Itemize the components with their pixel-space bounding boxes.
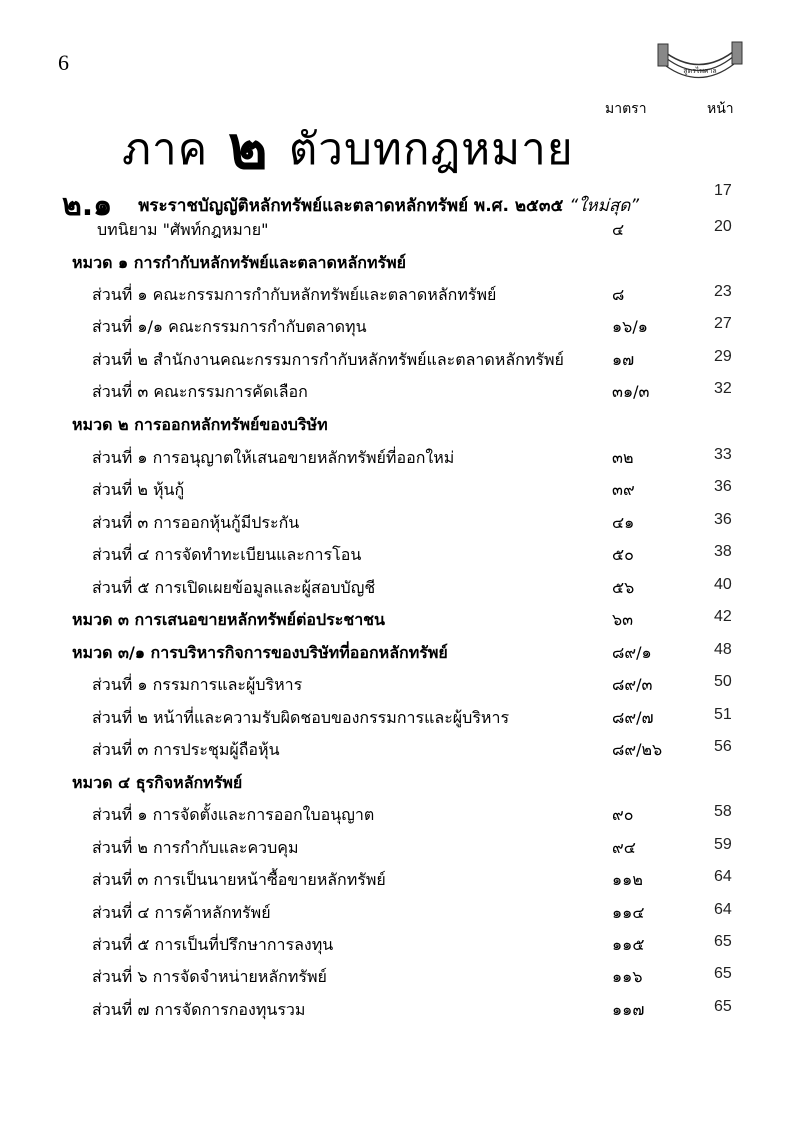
entry-section: ๓๑/๓: [612, 382, 650, 401]
toc-chapter-row[interactable]: [0, 771, 794, 801]
entry-page: 32: [714, 380, 732, 397]
entry-section: ๑๑๕: [612, 935, 645, 954]
entry-page: 40: [714, 576, 732, 593]
entry-page: 65: [714, 965, 732, 982]
entry-section: ๘๙/๒๖: [612, 740, 663, 759]
title-prefix: ภาค: [122, 124, 209, 175]
toc-part-row[interactable]: [0, 965, 794, 995]
entry-page: 65: [714, 998, 732, 1015]
publisher-logo-icon: [652, 40, 748, 82]
toc-part-row[interactable]: [0, 348, 794, 378]
toc-part-row[interactable]: [0, 283, 794, 313]
definitions-label: บทนิยาม "ศัพท์กฎหมาย": [97, 220, 269, 239]
toc-chapter-row[interactable]: [0, 608, 794, 638]
entry-label: ส่วนที่ ๔ การจัดทำทะเบียนและการโอน: [92, 545, 362, 564]
page-title: [122, 100, 574, 195]
entry-label: ส่วนที่ ๓ การประชุมผู้ถือหุ้น: [92, 740, 280, 759]
entry-label: หมวด ๑ การกำกับหลักทรัพย์และตลาดหลักทรัพย์: [72, 253, 407, 272]
toc-part-row[interactable]: [0, 673, 794, 703]
entry-section: ๑๖/๑: [612, 317, 648, 336]
column-header-page: หน้า: [707, 101, 734, 117]
entry-label: ส่วนที่ ๑ คณะกรรมการกำกับหลักทรัพย์และตลาดหลักทรัพย์: [92, 285, 497, 304]
entry-label: ส่วนที่ ๒ การกำกับและควบคุม: [92, 838, 299, 857]
entry-label: ส่วนที่ ๕ การเปิดเผยข้อมูลและผู้สอบบัญชี: [92, 578, 376, 597]
entry-page: 23: [714, 283, 732, 300]
entry-section: ๖๓: [612, 610, 634, 629]
entry-label: ส่วนที่ ๓ การออกหุ้นกู้มีประกัน: [92, 513, 300, 532]
act-number: ๒.๑: [62, 188, 113, 223]
toc-part-row[interactable]: [0, 511, 794, 541]
entry-label: ส่วนที่ ๒ หุ้นกู้: [92, 480, 185, 499]
entry-page: 38: [714, 543, 732, 560]
toc-part-row[interactable]: [0, 738, 794, 768]
entry-label: ส่วนที่ ๑ กรรมการและผู้บริหาร: [92, 675, 303, 694]
entry-section: ๑๗: [612, 350, 635, 369]
entry-section: ๓๙: [612, 480, 635, 499]
definitions-section: ๔: [612, 220, 625, 239]
entry-page: 59: [714, 836, 732, 853]
act-title: ๒.๑ พระราชบัญญัติหลักทรัพย์และตลาดหลักทรัพย์ พ.ศ. ๒๕๓๕ “ใหม่สุด”: [62, 188, 640, 223]
toc-part-row[interactable]: [0, 706, 794, 736]
entry-section: ๔๑: [612, 513, 635, 532]
entry-label: หมวด ๓ การเสนอขายหลักทรัพย์ต่อประชาชน: [72, 610, 385, 629]
toc-part-row[interactable]: [0, 315, 794, 345]
toc-part-row[interactable]: [0, 576, 794, 606]
toc-part-row[interactable]: [0, 380, 794, 410]
entry-page: 33: [714, 446, 732, 463]
toc-act-row[interactable]: [0, 182, 794, 223]
page-number: 6: [58, 50, 69, 75]
toc-part-row[interactable]: [0, 868, 794, 898]
entry-page: 65: [714, 933, 732, 950]
title-suffix: ตัวบทกฎหมาย: [288, 124, 574, 175]
entry-label: ส่วนที่ ๔ การค้าหลักทรัพย์: [92, 903, 271, 922]
entry-label: ส่วนที่ ๗ การจัดการกองทุนรวม: [92, 1000, 306, 1019]
entry-section: ๑๑๖: [612, 967, 643, 986]
entry-section: ๕๐: [612, 545, 634, 564]
entry-page: 27: [714, 315, 732, 332]
toc-chapter-row[interactable]: [0, 413, 794, 443]
toc-part-row[interactable]: [0, 836, 794, 866]
entry-label: ส่วนที่ ๑/๑ คณะกรรมการกำกับตลาดทุน: [92, 317, 367, 336]
entry-page: 36: [714, 478, 732, 495]
entry-page: 56: [714, 738, 732, 755]
entry-label: หมวด ๓/๑ การบริหารกิจการของบริษัทที่ออกหลักทรัพย์: [72, 643, 448, 662]
column-header-section: มาตรา: [605, 101, 647, 117]
entry-page: 51: [714, 706, 732, 723]
entry-page: 48: [714, 641, 732, 658]
entry-label: หมวด ๒ การออกหลักทรัพย์ของบริษัท: [72, 415, 328, 434]
entry-section: ๑๑๔: [612, 903, 645, 922]
entry-label: ส่วนที่ ๒ สำนักงานคณะกรรมการกำกับหลักทรัพย์และตลาดหลักทรัพย์: [92, 350, 564, 369]
toc-part-row[interactable]: [0, 803, 794, 833]
act-page: 17: [714, 182, 732, 199]
entry-section: ๕๖: [612, 578, 635, 597]
entry-section: ๘๙/๗: [612, 708, 654, 727]
entry-section: ๘๙/๓: [612, 675, 653, 694]
entry-page: 64: [714, 868, 732, 885]
definitions-page: 20: [714, 218, 732, 235]
entry-page: 42: [714, 608, 732, 625]
toc-part-row[interactable]: [0, 446, 794, 476]
toc-chapter-row[interactable]: [0, 641, 794, 671]
entry-section: ๓๒: [612, 448, 634, 467]
entry-label: ส่วนที่ ๑ การอนุญาตให้เสนอขายหลักทรัพย์ที่ออกใหม่: [92, 448, 455, 467]
entry-page: 58: [714, 803, 732, 820]
entry-page: 50: [714, 673, 732, 690]
toc-part-row[interactable]: [0, 901, 794, 931]
entry-label: ส่วนที่ ๕ การเป็นที่ปรึกษาการลงทุน: [92, 935, 334, 954]
act-note: “ใหม่สุด”: [569, 196, 640, 216]
entry-page: 36: [714, 511, 732, 528]
title-part-number: ๒: [228, 113, 269, 183]
toc-part-row[interactable]: [0, 543, 794, 573]
toc-definitions-row[interactable]: [0, 218, 794, 248]
toc-part-row[interactable]: [0, 478, 794, 508]
toc-part-row[interactable]: [0, 998, 794, 1028]
entry-section: ๘๙/๑: [612, 643, 652, 662]
entry-section: ๑๑๒: [612, 870, 643, 889]
entry-page: 29: [714, 348, 732, 365]
entry-label: ส่วนที่ ๖ การจัดจำหน่ายหลักทรัพย์: [92, 967, 327, 986]
entry-page: 64: [714, 901, 732, 918]
entry-label: ส่วนที่ ๓ การเป็นนายหน้าซื้อขายหลักทรัพย์: [92, 870, 386, 889]
entry-label: ส่วนที่ ๑ การจัดตั้งและการออกใบอนุญาต: [92, 805, 375, 824]
entry-label: ส่วนที่ ๒ หน้าที่และความรับผิดชอบของกรรมการและผู้บริหาร: [92, 708, 510, 727]
entry-label: หมวด ๔ ธุรกิจหลักทรัพย์: [72, 773, 243, 792]
entry-section: ๙๐: [612, 805, 634, 824]
toc-part-row[interactable]: [0, 933, 794, 963]
svg-text:สูตรไพศาล: สูตรไพศาล: [683, 67, 717, 75]
entry-label: ส่วนที่ ๓ คณะกรรมการคัดเลือก: [92, 382, 308, 401]
entry-section: ๑๑๗: [612, 1000, 645, 1019]
entry-section: ๙๔: [612, 838, 636, 857]
toc-chapter-row[interactable]: [0, 251, 794, 281]
entry-section: ๘: [612, 285, 625, 304]
